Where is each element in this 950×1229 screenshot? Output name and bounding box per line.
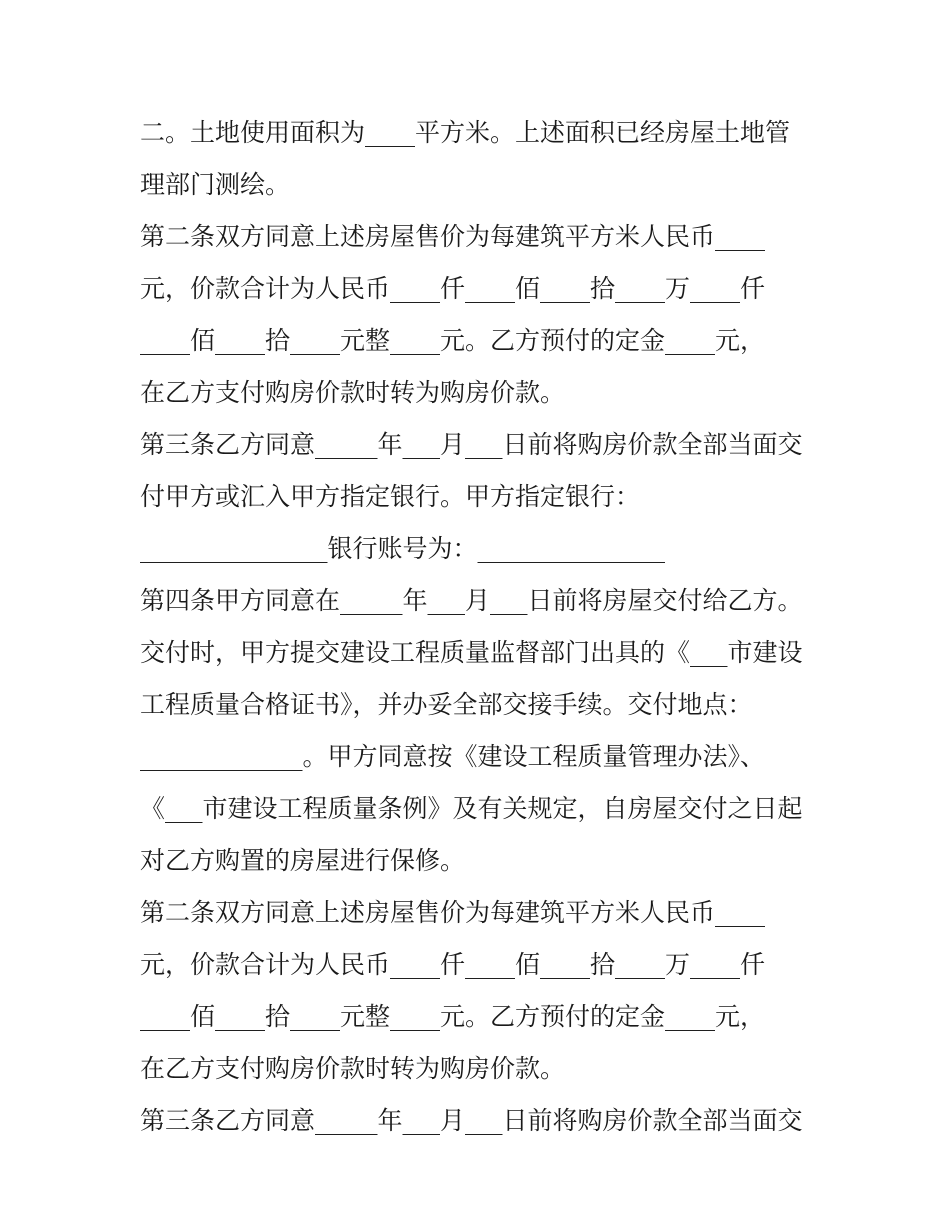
text-line: 二。土地使用面积为____平方米。上述面积已经房屋土地管	[140, 118, 791, 147]
text-line: 《___市建设工程质量条例》及有关规定，自房屋交付之日起	[140, 794, 803, 823]
text-line: 付甲方或汇入甲方指定银行。甲方指定银行：	[140, 482, 641, 511]
text-line: 第三条乙方同意_____年___月___日前将购房价款全部当面交	[140, 1106, 803, 1135]
text-line: 理部门测绘。	[140, 170, 291, 199]
text-line: 对乙方购置的房屋进行保修。	[140, 846, 466, 875]
text-line: 元，价款合计为人民币____仟____佰____拾____万____仟	[140, 274, 766, 303]
text-line: 工程质量合格证书》，并办妥全部交接手续。交付地点：	[140, 690, 753, 719]
text-line: ____佰____拾____元整____元。乙方预付的定金____元，	[140, 1002, 766, 1031]
text-line: 第三条乙方同意_____年___月___日前将购房价款全部当面交	[140, 430, 803, 459]
text-line: 第四条甲方同意在_____年___月___日前将房屋交付给乙方。	[140, 586, 803, 615]
text-line: 第二条双方同意上述房屋售价为每建筑平方米人民币____	[140, 222, 766, 251]
text-line: _____________。甲方同意按《建设工程质量管理办法》、	[140, 742, 766, 771]
text-line: 在乙方支付购房价款时转为购房价款。	[140, 378, 566, 407]
text-line: 交付时，甲方提交建设工程质量监督部门出具的《___市建设	[140, 638, 803, 667]
text-line: 在乙方支付购房价款时转为购房价款。	[140, 1054, 566, 1083]
text-line: ____佰____拾____元整____元。乙方预付的定金____元，	[140, 326, 766, 355]
text-line: _______________银行账号为：_______________	[140, 534, 666, 563]
text-line: 元，价款合计为人民币____仟____佰____拾____万____仟	[140, 950, 766, 979]
document-body	[140, 107, 820, 1147]
text-line: 第二条双方同意上述房屋售价为每建筑平方米人民币____	[140, 898, 766, 927]
